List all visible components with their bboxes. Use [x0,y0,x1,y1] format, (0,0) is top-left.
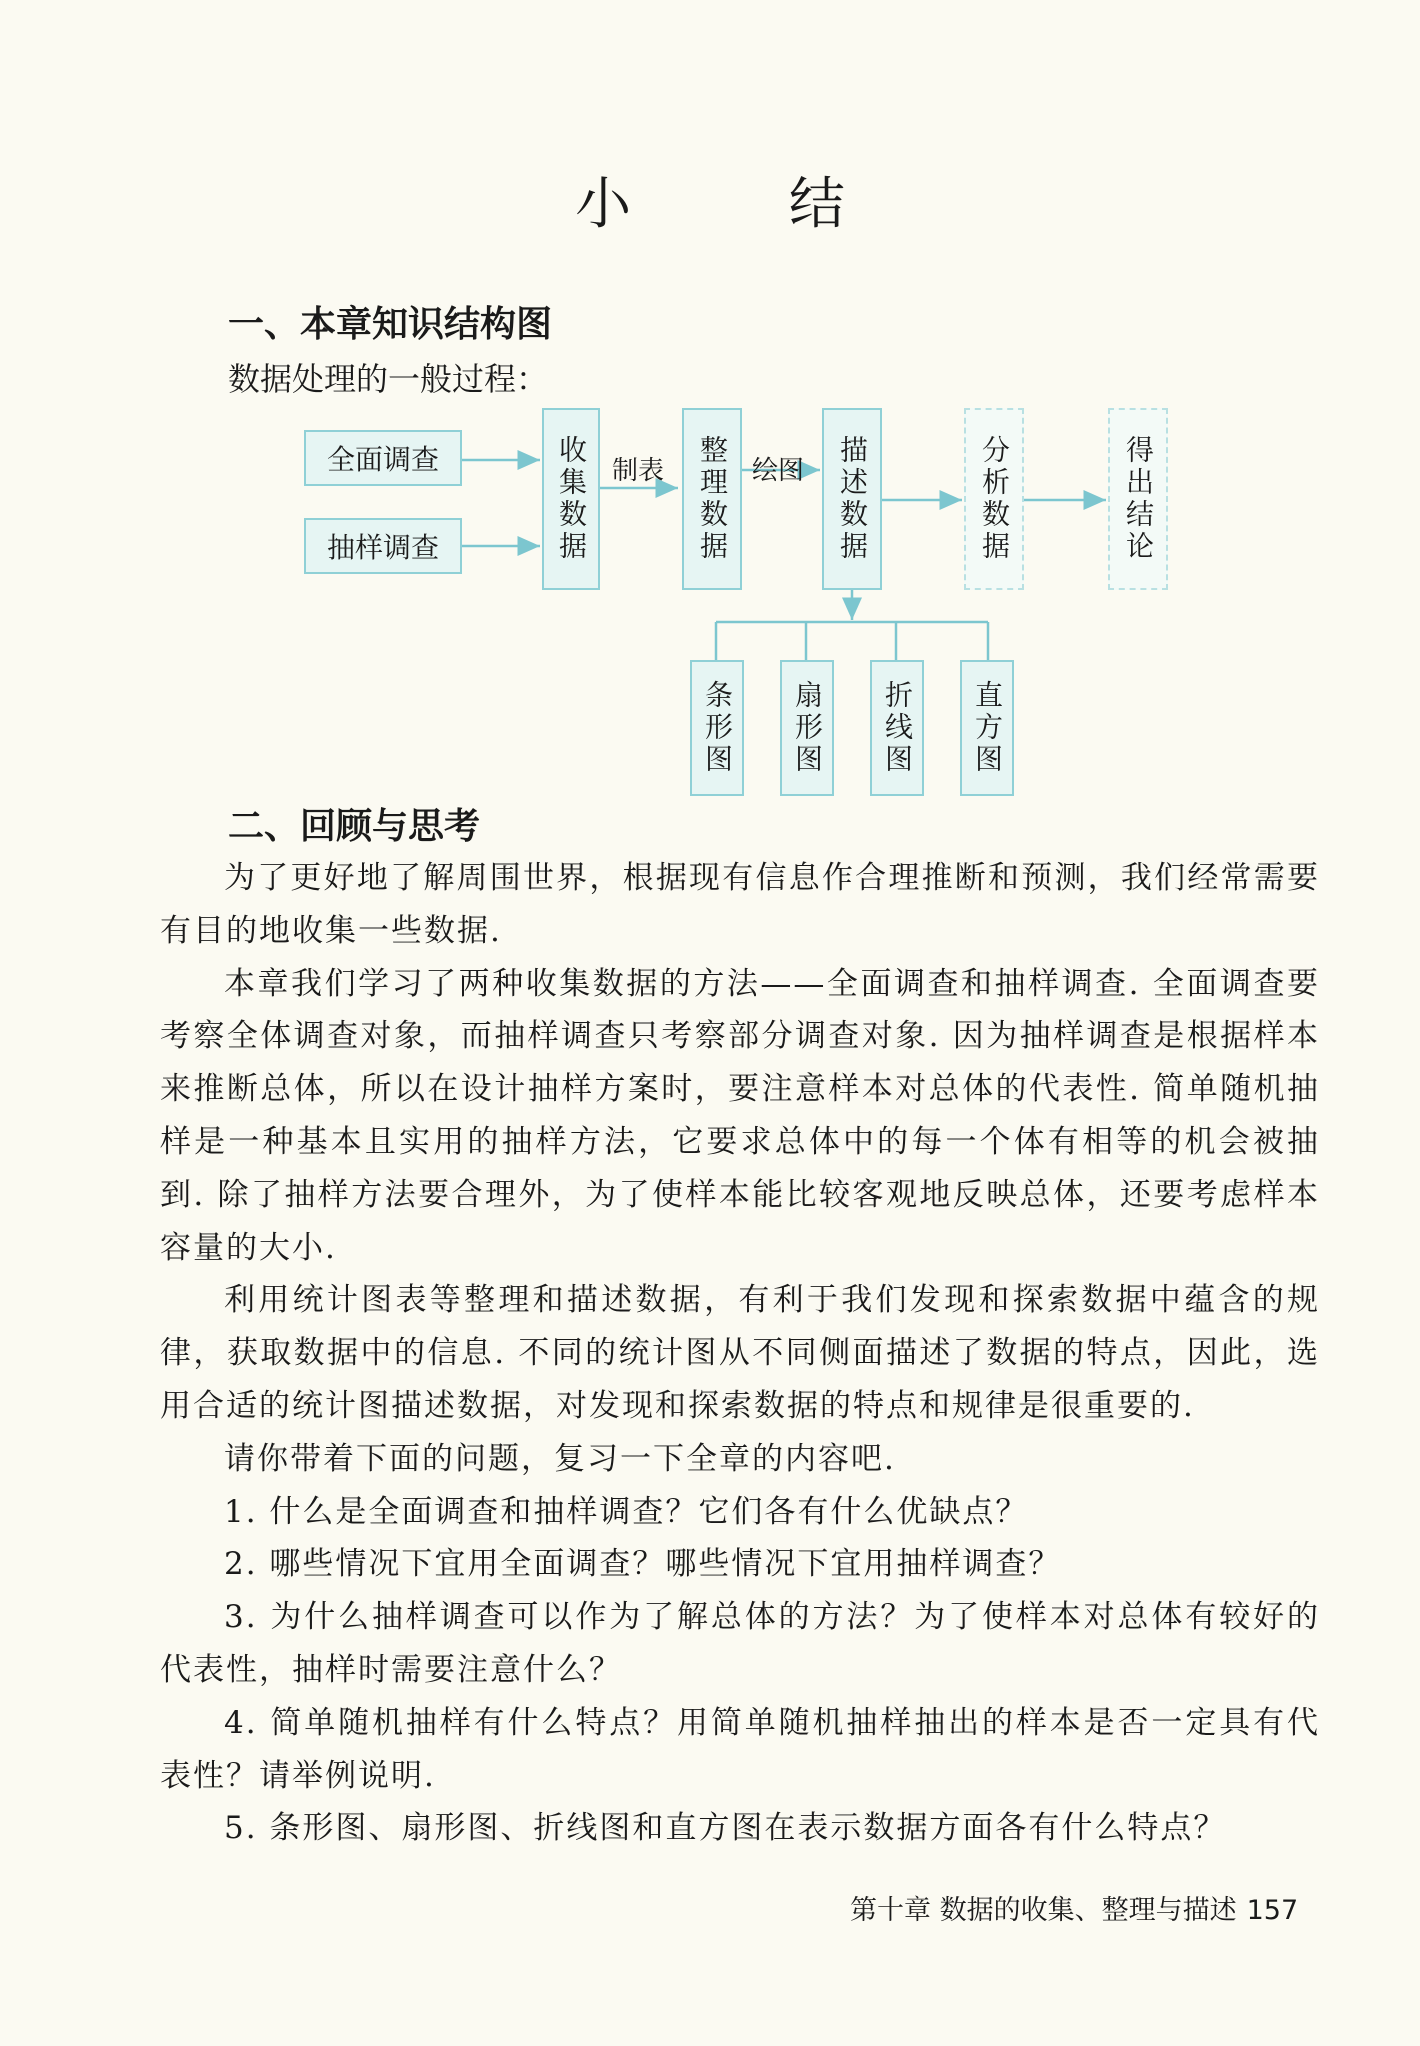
review-text [160,852,1320,1855]
node-full-survey: 全面调查 [304,430,462,486]
section1-heading: 一、本章知识结构图 [228,304,553,345]
page-number: 157 [1246,1895,1299,1926]
node-line-chart: 折线图 [870,660,924,796]
review-paragraph: 本章我们学习了两种收集数据的方法——全面调查和抽样调查. 全面调查要考察全体调查对象，而抽样调查只考察部分调查对象. 因为抽样调查是根据样本来推断总体，所以在设计抽样方案时，要注意样本对总体的代表性. 简单随机抽样是一种基本且实用的抽样方法，它要求总体中的每一个体有相等的机会被抽到. 除了抽样方法要合理外，为了使样本能比较客观地反映总体，还要考虑样本容量的大小. [160,965,1320,1266]
review-paragraph: 请你带着下面的问题，复习一下全章的内容吧. [224,1440,896,1477]
section1-subtitle: 数据处理的一般过程： [228,360,549,398]
node-analyze-data: 分析数据 [964,408,1024,590]
review-question: 3. 为什么抽样调查可以作为了解总体的方法？为了使样本对总体有较好的代表性，抽样时需要注意什么？ [160,1599,1320,1688]
review-question: 1. 什么是全面调查和抽样调查？它们各有什么优缺点？ [224,1493,1029,1530]
node-histogram: 直方图 [960,660,1014,796]
review-question: 2. 哪些情况下宜用全面调查？哪些情况下宜用抽样调查？ [224,1546,1062,1583]
review-question: 5. 条形图、扇形图、折线图和直方图在表示数据方面各有什么特点？ [224,1810,1227,1847]
node-sample-survey: 抽样调查 [304,518,462,574]
node-organize-data: 整理数据 [682,408,742,590]
node-pie-chart: 扇形图 [780,660,834,796]
edge-label-table: 制表 [612,456,665,486]
review-question: 4. 简单随机抽样有什么特点？用简单随机抽样抽出的样本是否一定具有代表性？请举例说明. [160,1704,1320,1794]
node-bar-chart: 条形图 [690,660,744,796]
edge-label-draw: 绘图 [752,456,805,486]
node-draw-conclusion: 得出结论 [1108,408,1168,590]
page-title: 小 结 [575,172,915,237]
section2-heading: 二、回顾与思考 [228,806,481,847]
node-collect-data: 收集数据 [542,408,600,590]
review-paragraph: 为了更好地了解周围世界，根据现有信息作合理推断和预测，我们经常需要有目的地收集一些数据. [160,860,1320,949]
footer-chapter: 第十章 数据的收集、整理与描述 [850,1895,1237,1926]
node-describe-data: 描述数据 [822,408,882,590]
review-paragraph: 利用统计图表等整理和描述数据，有利于我们发现和探索数据中蕴含的规律，获取数据中的信息. 不同的统计图从不同侧面描述了数据的特点，因此，选用合适的统计图描述数据，对发现和探索数据的特点和规律是很重要的. [160,1282,1320,1424]
page-footer [850,1888,1298,1927]
